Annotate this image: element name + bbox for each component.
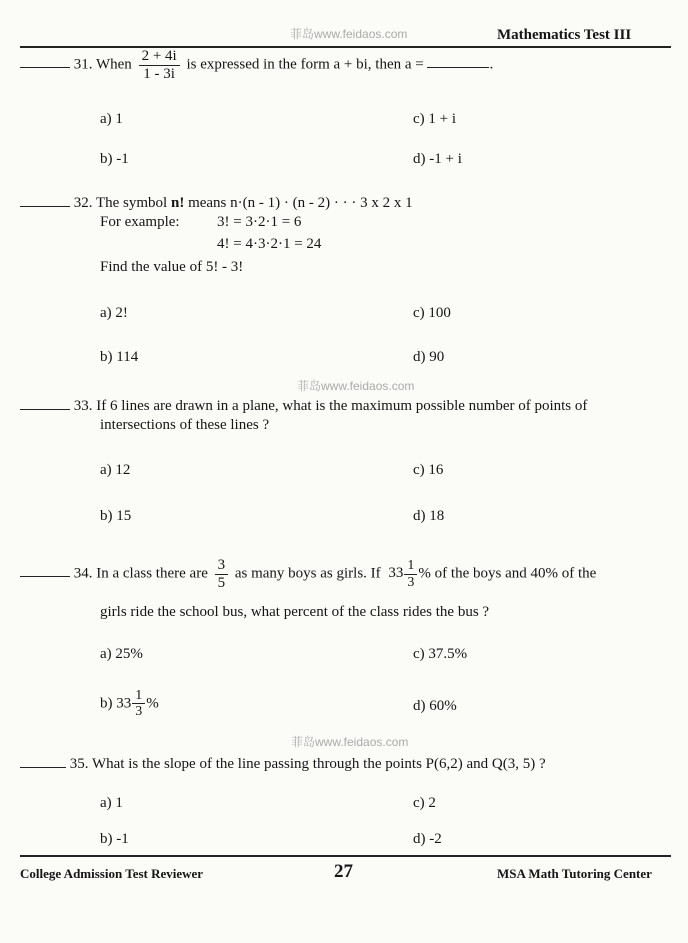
percent-sign: % [146, 695, 159, 712]
footer-right: MSA Math Tutoring Center [497, 866, 652, 881]
choice-c: c) 100 [413, 305, 451, 321]
answer-blank [20, 395, 70, 410]
question-text: The symbol [95, 195, 168, 211]
question-text: % of the boys and 40% of the [418, 565, 597, 582]
fraction-denominator: 3 [407, 574, 415, 590]
example-line-1: 3! = 3·2·1 = 6 [217, 214, 302, 230]
question-text: If 6 lines are drawn in a plane, what is the maximum possible number of points of [96, 398, 588, 414]
choice-a: a) 2! [100, 305, 128, 321]
fraction [139, 48, 180, 82]
choice-c: c) 16 [413, 462, 444, 478]
question-number: 33. [73, 398, 93, 414]
fraction-denominator: 5 [217, 574, 226, 591]
fraction-numerator: 2 + 4i [139, 48, 180, 66]
choice-a: a) 1 [100, 111, 123, 127]
mixed-number-fraction [132, 688, 145, 720]
question-number: 31. [73, 56, 93, 73]
question-32 [20, 192, 413, 212]
footer-left: College Admission Test Reviewer [20, 866, 204, 881]
choice-a: a) 12 [100, 462, 131, 478]
fraction-numerator: 1 [404, 558, 417, 574]
choice-b [100, 688, 159, 720]
choice-b: b) 15 [100, 508, 132, 524]
mixed-number-whole: 33 [388, 565, 404, 582]
question-number: 32. [73, 195, 93, 211]
fraction-denominator: 3 [135, 704, 143, 720]
fraction [215, 557, 229, 591]
choice-d: d) 90 [413, 349, 445, 365]
watermark-middle: 菲岛www.feidaos.com [297, 379, 415, 393]
answer-blank [20, 753, 66, 768]
choice-c: c) 37.5% [413, 646, 468, 662]
choice-d: d) -2 [413, 831, 442, 847]
question-34 [20, 557, 596, 591]
question-period: . [489, 56, 494, 73]
question-text: means n·(n - 1) · (n - 2) · · · 3 x 2 x 1 [188, 195, 413, 211]
header-title: Mathematics Test III [497, 27, 632, 43]
mixed-number-whole: 33 [116, 695, 132, 712]
choice-d: d) 18 [413, 508, 445, 524]
fraction-denominator: 1 - 3i [143, 65, 175, 82]
example-label: For example: [100, 214, 180, 230]
question-number: 34. [73, 565, 93, 582]
answer-blank [20, 192, 70, 207]
choice-c: c) 1 + i [413, 111, 457, 127]
answer-blank [427, 53, 489, 68]
watermark-top: 菲岛www.feidaos.com [290, 27, 408, 41]
watermark-lower: 菲岛www.feidaos.com [291, 735, 409, 749]
question-35 [20, 753, 546, 773]
question-text: is expressed in the form a + bi, then a = [186, 56, 424, 73]
choice-c: c) 2 [413, 795, 436, 811]
choice-b: b) 114 [100, 349, 139, 365]
choice-label: b) [100, 695, 113, 712]
choice-b: b) -1 [100, 151, 129, 167]
fraction-numerator: 1 [132, 688, 145, 704]
choice-a: a) 1 [100, 795, 123, 811]
fraction-numerator: 3 [215, 557, 229, 575]
question-text: What is the slope of the line passing through the points P(6,2) and Q(3, 5) ? [91, 756, 546, 772]
question-31 [20, 48, 493, 82]
choice-b: b) -1 [100, 831, 129, 847]
footer-rule [20, 855, 671, 857]
question-33 [20, 395, 587, 415]
factorial-symbol: n! [170, 195, 185, 211]
question-text-line-2: intersections of these lines ? [100, 417, 270, 433]
question-text-line-2: girls ride the school bus, what percent of the class rides the bus ? [100, 604, 490, 620]
answer-blank [20, 53, 70, 68]
choice-a: a) 25% [100, 646, 143, 662]
question-instruction: Find the value of 5! - 3! [100, 259, 244, 275]
page-number: 27 [334, 861, 353, 882]
question-number: 35. [69, 756, 89, 772]
choice-d: d) 60% [413, 698, 457, 714]
mixed-number-fraction [404, 558, 417, 590]
question-text: as many boys as girls. If [234, 565, 381, 582]
example-line-2: 4! = 4·3·2·1 = 24 [217, 236, 322, 252]
answer-blank [20, 562, 70, 577]
question-text: In a class there are [96, 565, 208, 582]
choice-d: d) -1 + i [413, 151, 462, 167]
question-text: When [95, 56, 132, 73]
